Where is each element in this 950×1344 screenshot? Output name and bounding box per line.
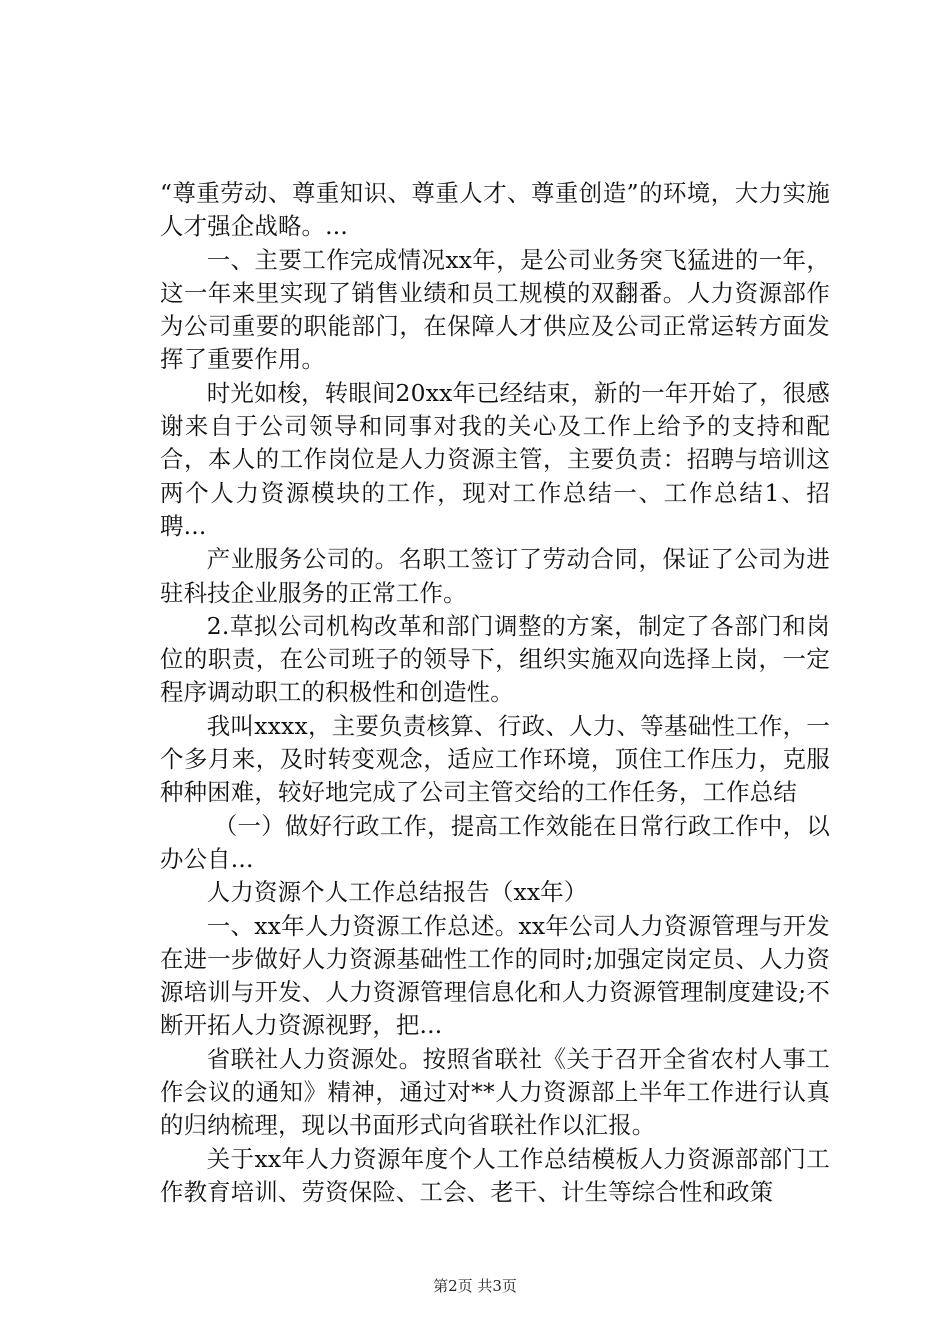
paragraph-10: 省联社人力资源处。按照省联社《关于召开全省农村人事工作会议的通知》精神，通过对**人力资源部上半年工作进行认真的归纳梳理，现以书面形式向省联社作以汇报。	[160, 1044, 830, 1140]
paragraph-8: 人力资源个人工作总结报告（xx年）	[206, 878, 588, 907]
paragraph-9: 一、xx年人力资源工作总述。xx年公司人力资源管理与开发在进一步做好人力资源基础性工作的同时;加强定岗定员、人力资源培训与开发、人力资源管理信息化和人力资源管理制度建设;不断开拓人力资源视野，把...	[160, 911, 830, 1040]
page-footer: 第2页 共3页	[433, 1277, 517, 1295]
paragraph-7: （一）做好行政工作，提高工作效能在日常行政工作中，以办公自...	[160, 811, 830, 873]
paragraph-6: 我叫xxxx，主要负责核算、行政、人力、等基础性工作，一个多月来，及时转变观念，适应工作环境，顶住工作压力，克服种种困难，较好地完成了公司主管交给的工作任务，工作总结	[160, 711, 830, 807]
paragraph-5: 2.草拟公司机构改革和部门调整的方案，制定了各部门和岗位的职责，在公司班子的领导下，组织实施双向选择上岗，一定程序调动职工的积极性和创造性。	[160, 611, 830, 707]
paragraph-2: 一、主要工作完成情况xx年，是公司业务突飞猛进的一年，这一年来里实现了销售业绩和员工规模的双翻番。人力资源部作为公司重要的职能部门，在保障人才供应及公司正常运转方面发挥了重要作用。	[160, 245, 830, 374]
paragraph-1: “尊重劳动、尊重知识、尊重人才、尊重创造”的环境，大力实施人才强企战略。...	[160, 179, 830, 241]
paragraph-3: 时光如梭，转眼间20xx年已经结束，新的一年开始了，很感谢来自于公司领导和同事对我的关心及工作上给予的支持和配合，本人的工作岗位是人力资源主管，主要负责：招聘与培训这两个人力资源模块的工作，现对工作总结一、工作总结1、招聘...	[160, 378, 830, 540]
document-body	[160, 177, 830, 1209]
paragraph-4: 产业服务公司的。名职工签订了劳动合同，保证了公司为进驻科技企业服务的正常工作。	[160, 545, 830, 607]
paragraph-11: 关于xx年人力资源年度个人工作总结模板人力资源部部门工作教育培训、劳资保险、工会、老干、计生等综合性和政策	[160, 1144, 830, 1206]
